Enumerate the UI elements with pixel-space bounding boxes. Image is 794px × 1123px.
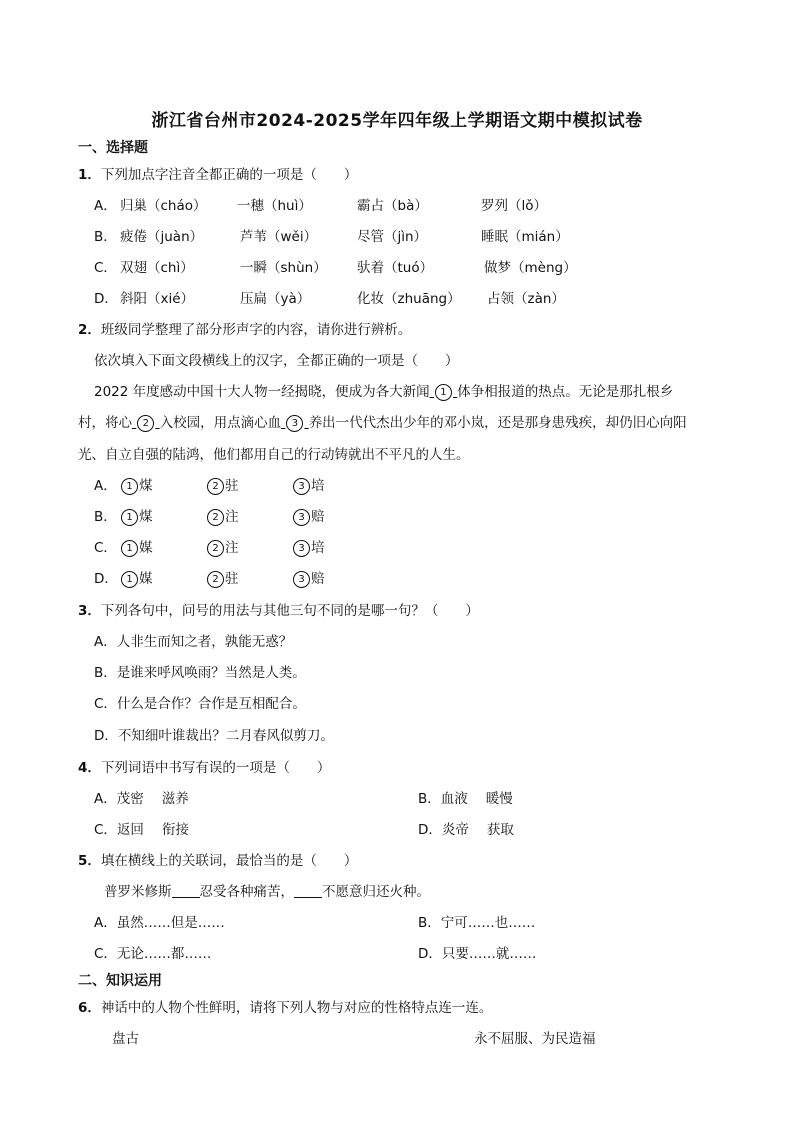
q2-option-a-1: 1 煤: [120, 477, 153, 495]
q5-sentence: 普罗米修斯 忍受各种痛苦， 不愿意归还火种。: [104, 884, 430, 900]
q2-passage-line-2: 村，将心 2 入校园，用点滴心血 3 养出一代代杰出少年的邓小岚，还是那身患残疾，却仍旧心向阳: [78, 415, 687, 431]
q4-option-d: D．炎帝 获取: [418, 822, 514, 838]
question-number: 5．: [78, 853, 101, 869]
question-text: 填在横线上的关联词，最恰当的是（ ）: [100, 853, 358, 869]
q4-option-b: B．血液 暖慢: [418, 791, 513, 807]
q1-option-c-item4: 做梦（mèng）: [484, 260, 577, 276]
question-number: 4．: [78, 760, 101, 776]
q2-option-c-1: 1 媒: [120, 539, 153, 557]
q1-option-a-item3: 霸占（bà）: [357, 198, 428, 214]
q3-option-c: C．什么是合作？合作是互相配合。: [94, 696, 306, 712]
q2-option-a-3: 3 培: [292, 477, 325, 495]
q1-option-b-label: B．: [94, 229, 117, 245]
section-heading-2: 二、知识运用: [78, 973, 162, 989]
q1-option-c-item2: 一瞬（shùn）: [240, 260, 327, 276]
q1-option-d-item1: 斜阳（xié）: [120, 291, 195, 307]
q1-option-b-item2: 芦苇（wěi）: [240, 229, 318, 245]
blank-1: [172, 883, 200, 898]
q1-option-c-label: C．: [94, 260, 117, 276]
question-text: 神话中的人物个性鲜明，请将下列人物与对应的性格特点连一连。: [100, 1000, 493, 1016]
question-1: [78, 166, 357, 184]
question-text: 下列各句中，问号的用法与其他三句不同的是哪一句？（ ）: [100, 603, 479, 619]
q1-option-d-label: D．: [94, 291, 118, 307]
question-2: [78, 321, 411, 339]
blank-2: [294, 883, 322, 898]
q2-passage-line-3: 光、自立自强的陆鸿，他们都用自己的行动铸就出不平凡的人生。: [78, 447, 470, 463]
q1-option-d-item3: 化妆（zhuāng）: [357, 291, 461, 307]
q1-option-c-item1: 双翅（chì）: [120, 260, 194, 276]
question-text: 班级同学整理了部分形声字的内容，请你进行辨析。: [100, 322, 412, 338]
q2-option-b-label: B．: [94, 509, 117, 525]
q2-passage-line-1: 2022 年度感动中国十大人物一经揭晓，便成为各大新闻 1 体争相报道的热点。无论是那扎根乡: [94, 384, 674, 400]
q1-option-b-item3: 尽管（jìn）: [357, 229, 428, 245]
q1-option-b-item4: 睡眠（mián）: [481, 229, 569, 245]
question-number: 6．: [78, 1000, 101, 1016]
q3-option-d: D．不知细叶谁裁出？二月春风似剪刀。: [94, 728, 334, 744]
q5-option-c: C．无论……都……: [94, 946, 212, 962]
q3-option-b: B．是谁来呼风唤雨？当然是人类。: [94, 665, 306, 681]
q2-option-d-label: D．: [94, 571, 118, 587]
question-3: [78, 602, 479, 620]
page-title: 浙江省台州市2024-2025学年四年级上学期语文期中模拟试卷: [151, 111, 643, 131]
q6-left-item-1: 盘古: [112, 1031, 139, 1047]
blank-2: 2: [132, 415, 160, 431]
question-4: [78, 759, 330, 777]
question-text: 下列加点字注音全都正确的一项是（ ）: [100, 167, 358, 183]
q2-option-b-1: 1 煤: [120, 508, 153, 526]
q1-option-b-item1: 疲倦（juàn）: [120, 229, 204, 245]
section-heading-1: 一、选择题: [78, 140, 148, 156]
q2-option-b-2: 2 注: [206, 508, 239, 526]
question-number: 3．: [78, 603, 101, 619]
q2-option-c-label: C．: [94, 540, 117, 556]
q1-option-a-item4: 罗列（lǒ）: [481, 198, 548, 214]
q2-option-b-3: 3 赔: [292, 508, 325, 526]
q2-option-d-3: 3 赔: [292, 570, 325, 588]
q2-option-d-1: 1 媒: [120, 570, 153, 588]
blank-3: 3: [281, 415, 309, 431]
q6-right-item-1: 永不屈服、为民造福: [474, 1031, 596, 1047]
q2-option-c-2: 2 注: [206, 539, 239, 557]
q1-option-d-item4: 占领（zàn）: [487, 291, 565, 307]
q1-option-c-item3: 驮着（tuó）: [357, 260, 434, 276]
q2-instruction: 依次填入下面文段横线上的汉字，全都正确的一项是（ ）: [94, 353, 459, 369]
q2-option-d-2: 2 驻: [206, 570, 239, 588]
q1-option-d-item2: 压扁（yà）: [240, 291, 311, 307]
q2-option-c-3: 3 培: [292, 539, 325, 557]
q5-option-a: A．虽然……但是……: [94, 915, 225, 931]
question-number: 2．: [78, 322, 101, 338]
q1-option-a-item1: 归巢（cháo）: [120, 198, 207, 214]
question-number: 1．: [78, 167, 101, 183]
q3-option-a: A．人非生而知之者，孰能无惑？: [94, 634, 293, 650]
q2-option-a-label: A．: [94, 478, 117, 494]
blank-1: 1: [430, 384, 458, 400]
q2-option-a-2: 2 驻: [206, 477, 239, 495]
question-text: 下列词语中书写有误的一项是（ ）: [100, 760, 331, 776]
q1-option-a-item2: 一穗（huì）: [237, 198, 312, 214]
question-6: [78, 999, 492, 1017]
q5-option-b: B．宁可……也……: [418, 915, 536, 931]
question-5: [78, 852, 357, 870]
q4-option-c: C．返回 衔接: [94, 822, 189, 838]
q5-option-d: D．只要……就……: [418, 946, 537, 962]
q1-option-a-label: A．: [94, 198, 117, 214]
q4-option-a: A．茂密 滋养: [94, 791, 189, 807]
